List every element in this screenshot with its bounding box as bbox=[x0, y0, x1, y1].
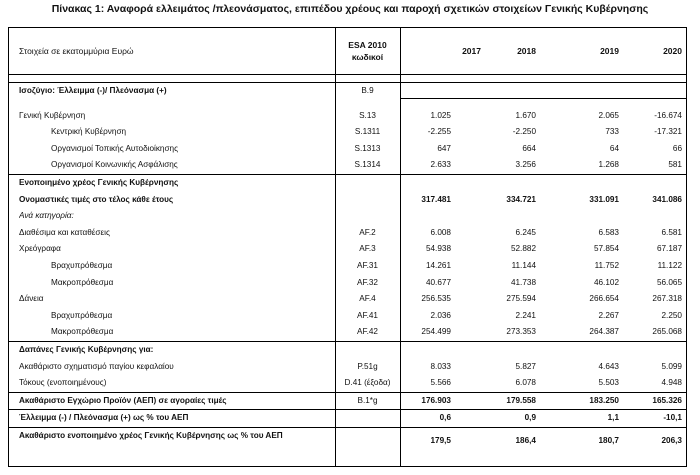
cell-value: 266.654 bbox=[589, 294, 619, 304]
table-row bbox=[9, 359, 686, 376]
row-code: S.13 bbox=[359, 110, 376, 120]
table-title: Πίνακας 1: Αναφορά ελλειμάτος /πλεονάσματος, επιπέδου χρέους και παροχή σχετικών στοιχείων Γενικής Κυβέρνησης bbox=[51, 3, 649, 15]
cell-value: 179,5 bbox=[430, 435, 451, 445]
cell-value: 66 bbox=[672, 143, 682, 153]
cell-value: 206,3 bbox=[661, 435, 682, 445]
row-label: Βραχυπρόθεσμα bbox=[51, 310, 113, 320]
row-label: Έλλειμμα (-) / Πλεόνασμα (+) ως % του ΑΕΠ bbox=[19, 413, 189, 423]
row-label: Δαπάνες Γενικής Κυβέρνησης για: bbox=[19, 344, 154, 354]
cell-value: 6.245 bbox=[515, 227, 536, 237]
header-year: 2019 bbox=[600, 46, 619, 56]
cell-value: 2.250 bbox=[661, 310, 682, 320]
cell-value: 67.187 bbox=[656, 244, 682, 254]
cell-value: -2.255 bbox=[427, 127, 451, 137]
header-esa-code: ESA 2010 κωδικοί bbox=[348, 40, 387, 62]
cell-value: 14.261 bbox=[425, 260, 451, 270]
table-body bbox=[9, 82, 686, 454]
table-row bbox=[9, 82, 686, 100]
cell-value: 11.144 bbox=[511, 260, 536, 270]
cell-value: -2.250 bbox=[512, 127, 536, 137]
cell-value: 581 bbox=[668, 160, 682, 170]
table-row bbox=[9, 393, 686, 411]
cell-value: 6.583 bbox=[598, 227, 619, 237]
table-row bbox=[9, 192, 686, 209]
cell-value: 4.948 bbox=[661, 378, 682, 388]
row-divider bbox=[400, 98, 687, 99]
row-code: B.9 bbox=[361, 86, 374, 95]
cell-value: 2.633 bbox=[430, 160, 451, 170]
cell-value: -17.321 bbox=[654, 127, 682, 137]
row-code: S.1311 bbox=[354, 127, 381, 137]
cell-value: 3.256 bbox=[515, 160, 536, 170]
row-label: Διαθέσιμα και καταθέσεις bbox=[19, 227, 110, 237]
cell-value: 0,9 bbox=[524, 413, 536, 423]
cell-value: 183.250 bbox=[589, 395, 619, 405]
cell-value: 56.065 bbox=[656, 277, 682, 287]
table-row bbox=[9, 141, 686, 158]
header-year: 2018 bbox=[517, 46, 536, 56]
cell-value: 256.535 bbox=[421, 294, 451, 304]
cell-value: 267.318 bbox=[652, 294, 682, 304]
cell-value: 5.827 bbox=[515, 361, 536, 371]
table-row bbox=[9, 208, 686, 225]
cell-value: 180,7 bbox=[598, 435, 619, 445]
cell-value: 341.086 bbox=[652, 194, 682, 204]
cell-value: 1.025 bbox=[430, 110, 451, 120]
cell-value: 52.882 bbox=[510, 244, 536, 254]
data-table bbox=[8, 27, 687, 467]
cell-value: -10,1 bbox=[663, 413, 682, 423]
row-code: S.1314 bbox=[354, 160, 381, 170]
cell-value: 647 bbox=[437, 143, 451, 153]
row-label: Κεντρική Κυβέρνηση bbox=[51, 127, 127, 137]
table-row bbox=[9, 410, 686, 428]
table-row bbox=[9, 124, 686, 141]
row-label: Οργανισμοί Κοινωνικής Ασφάλισης bbox=[51, 160, 178, 170]
cell-value: 664 bbox=[522, 143, 536, 153]
cell-value: 5.099 bbox=[661, 361, 682, 371]
row-code: AF.3 bbox=[359, 244, 376, 254]
table-row bbox=[9, 275, 686, 292]
cell-value: 64 bbox=[609, 143, 619, 153]
cell-value: 176.903 bbox=[421, 395, 451, 405]
cell-value: 1.268 bbox=[598, 160, 619, 170]
row-label: Μακροπρόθεσμα bbox=[51, 327, 114, 337]
cell-value: 2.036 bbox=[430, 310, 451, 320]
header-year: 2020 bbox=[663, 46, 682, 56]
cell-value: 254.499 bbox=[421, 327, 451, 337]
row-label: Χρεόγραφα bbox=[19, 244, 61, 254]
row-label: Ονομαστικές τιμές στο τέλος κάθε έτους bbox=[19, 194, 174, 204]
cell-value: 57.854 bbox=[593, 244, 619, 254]
row-code: AF.41 bbox=[357, 310, 378, 320]
row-code: AF.2 bbox=[359, 227, 376, 237]
row-label: Ισοζύγιο: Έλλειμμα (-)/ Πλεόνασμα (+) bbox=[19, 86, 167, 95]
cell-value: 11.752 bbox=[594, 260, 619, 270]
cell-value: 40.677 bbox=[425, 277, 451, 287]
header-year: 2017 bbox=[462, 46, 481, 56]
cell-value: 6.008 bbox=[430, 227, 451, 237]
table-row bbox=[9, 428, 686, 454]
cell-value: 6.078 bbox=[515, 378, 536, 388]
row-label: Τόκους (ενοποιημένους) bbox=[19, 378, 107, 388]
cell-value: 54.938 bbox=[425, 244, 451, 254]
cell-value: 265.068 bbox=[652, 327, 682, 337]
cell-value: 5.566 bbox=[430, 378, 451, 388]
table-row bbox=[9, 157, 686, 175]
cell-value: 275.594 bbox=[506, 294, 536, 304]
cell-value: 1.670 bbox=[515, 110, 536, 120]
row-label: Ακαθάριστο ενοποιημένο χρέος Γενικής Κυβέρνησης ως % του ΑΕΠ bbox=[19, 430, 283, 440]
row-label: Βραχυπρόθεσμα bbox=[51, 260, 113, 270]
table-row bbox=[9, 324, 686, 342]
cell-value: 733 bbox=[605, 127, 619, 137]
table-row bbox=[9, 258, 686, 275]
table-row bbox=[9, 175, 686, 192]
row-label: Δάνεια bbox=[19, 294, 44, 304]
cell-value: 41.738 bbox=[510, 277, 536, 287]
cell-value: -16.674 bbox=[654, 110, 682, 120]
row-label: Ακαθάριστο σχηματισμό παγίου κεφαλαίου bbox=[19, 361, 174, 371]
cell-value: 331.091 bbox=[589, 194, 619, 204]
cell-value: 273.353 bbox=[506, 327, 536, 337]
row-label: Οργανισμοί Τοπικής Αυτοδιοίκησης bbox=[51, 143, 179, 153]
row-code: S.1313 bbox=[354, 143, 381, 153]
cell-value: 0,6 bbox=[439, 413, 451, 423]
table-row bbox=[9, 241, 686, 258]
row-code: B.1*g bbox=[357, 395, 378, 405]
cell-value: 1,1 bbox=[607, 413, 619, 423]
cell-value: 186,4 bbox=[515, 435, 536, 445]
table-row bbox=[9, 291, 686, 308]
cell-value: 8.033 bbox=[430, 361, 451, 371]
cell-value: 2.267 bbox=[598, 310, 619, 320]
row-label: Μακροπρόθεσμα bbox=[51, 277, 114, 287]
row-label: Γενική Κυβέρνηση bbox=[19, 110, 86, 120]
row-code: AF.32 bbox=[357, 277, 378, 287]
cell-value: 5.503 bbox=[598, 378, 619, 388]
cell-value: 264.387 bbox=[589, 327, 619, 337]
row-code: AF.4 bbox=[359, 294, 376, 304]
row-code: AF.42 bbox=[357, 327, 378, 337]
row-label: Ακαθάριστο Εγχώριο Προϊόν (ΑΕΠ) σε αγοραίες τιμές bbox=[19, 395, 227, 405]
header-divider bbox=[9, 74, 686, 75]
row-code: D.41 (έξοδα) bbox=[344, 378, 391, 388]
table-row bbox=[9, 308, 686, 325]
row-code: AF.31 bbox=[357, 260, 378, 270]
cell-value: 317.481 bbox=[421, 194, 451, 204]
cell-value: 46.102 bbox=[593, 277, 619, 287]
table-row bbox=[9, 375, 686, 393]
header-label: Στοιχεία σε εκατομμύρια Ευρώ bbox=[19, 46, 134, 56]
row-label: Ανά κατηγορία: bbox=[19, 211, 74, 221]
cell-value: 165.326 bbox=[652, 395, 682, 405]
cell-value: 4.643 bbox=[598, 361, 619, 371]
cell-value: 179.558 bbox=[506, 395, 536, 405]
row-label: Ενοποιημένο χρέος Γενικής Κυβέρνησης bbox=[19, 177, 179, 187]
table-row bbox=[9, 225, 686, 242]
cell-value: 11.122 bbox=[657, 260, 682, 270]
cell-value: 334.721 bbox=[506, 194, 536, 204]
cell-value: 6.581 bbox=[661, 227, 682, 237]
cell-value: 2.241 bbox=[515, 310, 536, 320]
row-code: P.51g bbox=[357, 361, 378, 371]
table-row bbox=[9, 342, 686, 359]
table-row bbox=[9, 108, 686, 125]
cell-value: 2.065 bbox=[598, 110, 619, 120]
